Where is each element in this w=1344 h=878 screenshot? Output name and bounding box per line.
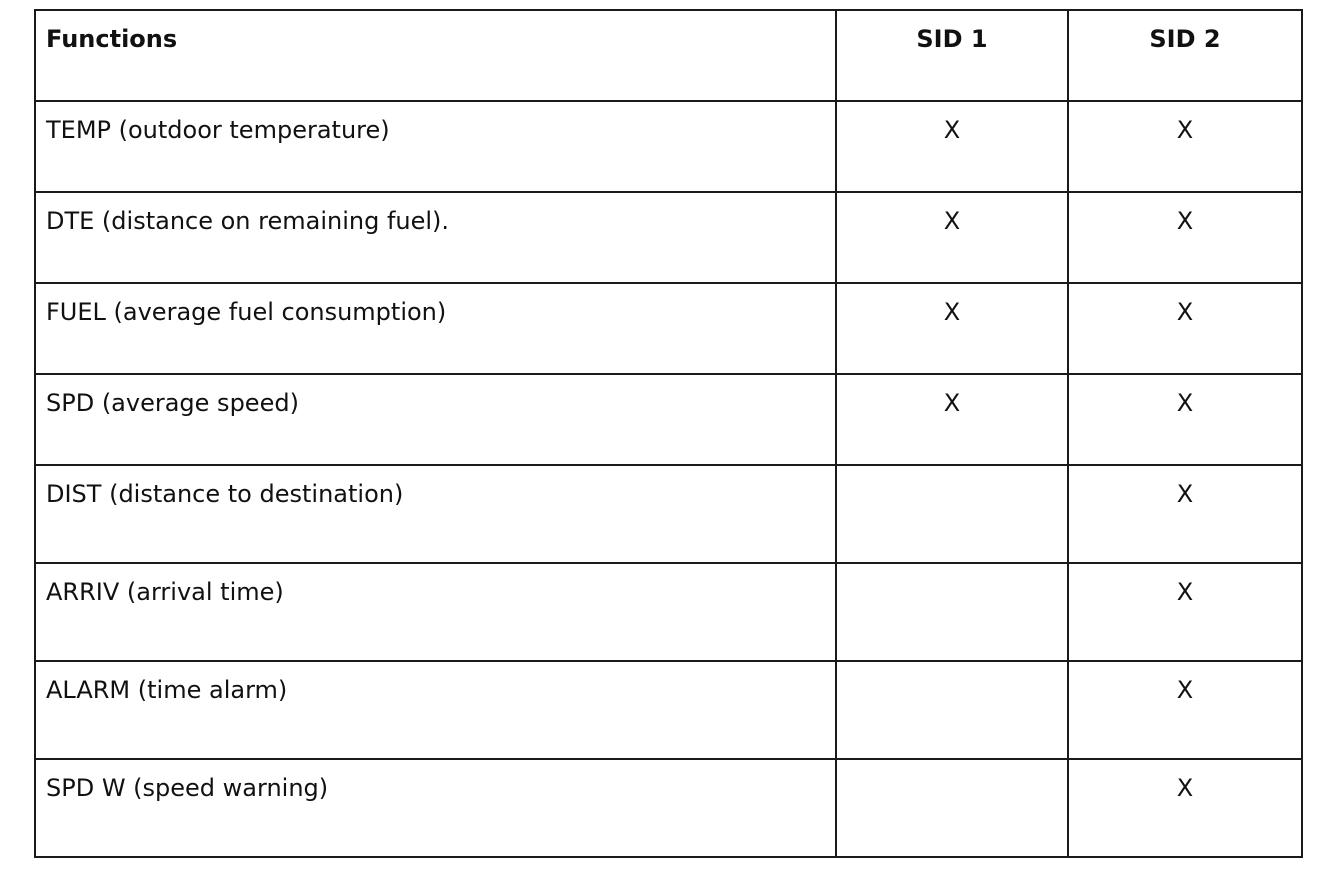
sid2-cell: X bbox=[1068, 465, 1302, 563]
sid2-cell: X bbox=[1068, 101, 1302, 192]
header-sid-2: SID 2 bbox=[1068, 10, 1302, 101]
table-row bbox=[35, 374, 1302, 465]
table-row bbox=[35, 192, 1302, 283]
table-row bbox=[35, 661, 1302, 759]
table-row bbox=[35, 759, 1302, 857]
function-cell: TEMP (outdoor temperature) bbox=[35, 101, 836, 192]
sid2-cell: X bbox=[1068, 759, 1302, 857]
function-cell: DTE (distance on remaining fuel). bbox=[35, 192, 836, 283]
table-row bbox=[35, 101, 1302, 192]
sid1-cell: X bbox=[836, 374, 1068, 465]
function-cell: ARRIV (arrival time) bbox=[35, 563, 836, 661]
sid2-cell: X bbox=[1068, 374, 1302, 465]
sid1-cell bbox=[836, 465, 1068, 563]
function-cell: ALARM (time alarm) bbox=[35, 661, 836, 759]
functions-table bbox=[34, 9, 1303, 858]
table-row bbox=[35, 283, 1302, 374]
sid1-cell bbox=[836, 661, 1068, 759]
table-row bbox=[35, 465, 1302, 563]
sid1-cell: X bbox=[836, 101, 1068, 192]
function-cell: SPD (average speed) bbox=[35, 374, 836, 465]
header-functions: Functions bbox=[35, 10, 836, 101]
sid1-cell: X bbox=[836, 283, 1068, 374]
sid2-cell: X bbox=[1068, 192, 1302, 283]
header-sid-1: SID 1 bbox=[836, 10, 1068, 101]
function-cell: SPD W (speed warning) bbox=[35, 759, 836, 857]
sid1-cell: X bbox=[836, 192, 1068, 283]
sid2-cell: X bbox=[1068, 283, 1302, 374]
sid2-cell: X bbox=[1068, 661, 1302, 759]
sid2-cell: X bbox=[1068, 563, 1302, 661]
sid1-cell bbox=[836, 563, 1068, 661]
table-header-row bbox=[35, 10, 1302, 101]
table-row bbox=[35, 563, 1302, 661]
sid1-cell bbox=[836, 759, 1068, 857]
function-cell: FUEL (average fuel consumption) bbox=[35, 283, 836, 374]
function-cell: DIST (distance to destination) bbox=[35, 465, 836, 563]
